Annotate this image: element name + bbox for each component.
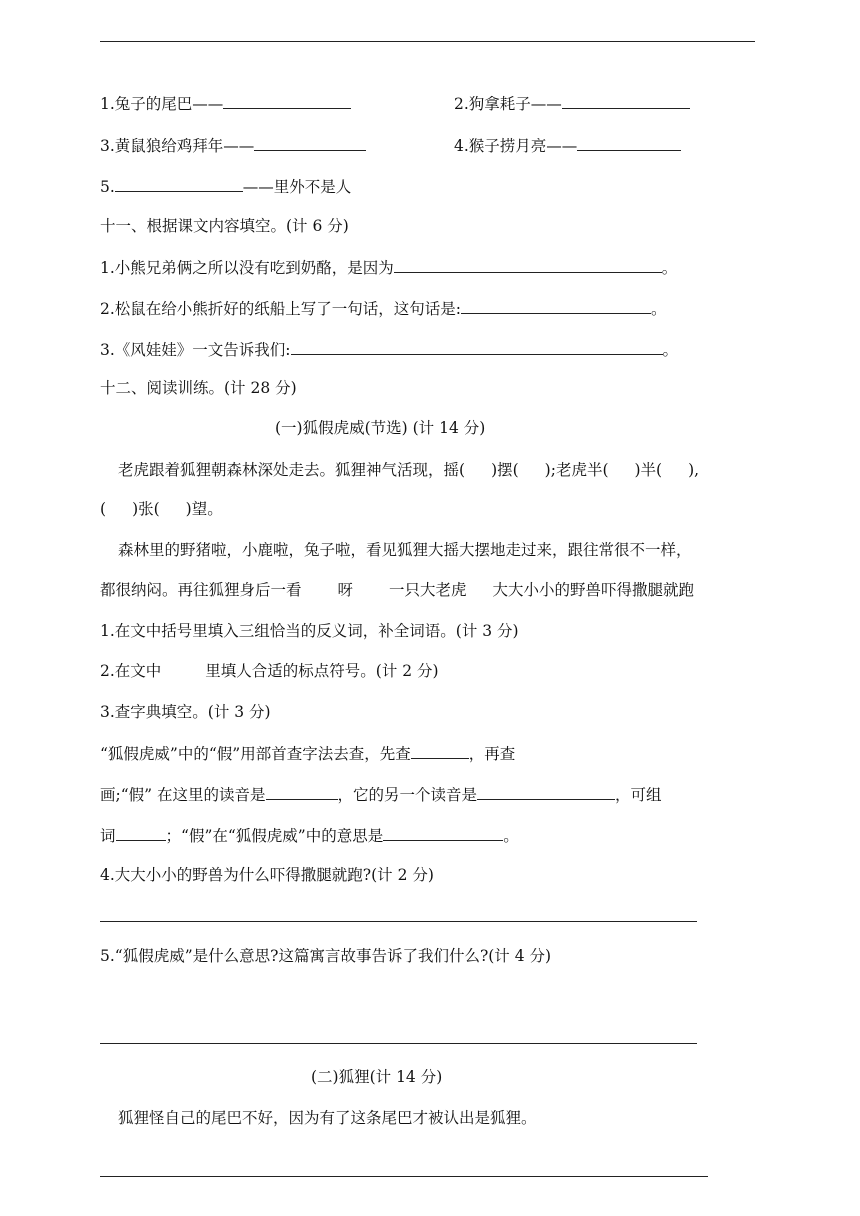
q3-text: ，它的另一个读音是 (337, 786, 478, 804)
top-rule (100, 41, 755, 42)
answer-blank[interactable] (223, 92, 351, 109)
passage-text: 一只大老虎 (389, 581, 467, 599)
passage-text: );老虎半( (544, 461, 609, 479)
passage-3-line-1: 狐狸怪自己的尾巴不好，因为有了这条尾巴才被认出是狐狸。 (118, 1109, 537, 1127)
section-11-q2 (100, 297, 667, 320)
q2-text: 里填人合适的标点符号。(计 2 分) (205, 662, 439, 680)
q2-text: 2.在文中 (100, 662, 162, 680)
passage-1-line-2 (100, 498, 223, 520)
idiom-q1-text: 1.兔子的尾巴—— (100, 95, 224, 113)
reading-q1: 1.在文中括号里填入三组恰当的反义词，补全词语。(计 3 分) (100, 622, 519, 640)
idiom-q2-text: 2.狗拿耗子—— (454, 95, 562, 113)
reading-q4: 4.大大小小的野兽为什么吓得撒腿就跑?(计 2 分) (100, 866, 434, 884)
section-12-title: 十二、阅读训练。(计 28 分) (100, 379, 297, 397)
answer-blank[interactable] (394, 256, 662, 273)
passage-text: ), (688, 461, 700, 479)
reading-q5: 5.“狐假虎威”是什么意思?这篇寓言故事告诉了我们什么?(计 4 分) (100, 947, 552, 965)
passage-text: 都很纳闷。再往狐狸身后一看 (100, 581, 302, 599)
q3-text: 。 (503, 827, 519, 845)
passage-text: )望。 (185, 500, 223, 518)
passage-text: )半( (634, 461, 663, 479)
answer-blank[interactable] (266, 783, 338, 800)
idiom-q5 (100, 175, 351, 198)
q3-text: ，可组 (615, 786, 662, 804)
reading-q3-line-3 (100, 824, 519, 847)
q3-text: 3.《风娃娃》一文告诉我们: (100, 341, 291, 359)
reading-q2 (100, 660, 439, 682)
idiom-q2 (454, 92, 690, 115)
q3-text: 词 (100, 827, 116, 845)
answer-blank[interactable] (116, 824, 166, 841)
passage-text: 老虎跟着狐狸朝森林深处走去。狐狸神气活现，摇( (118, 461, 466, 479)
answer-blank[interactable] (383, 824, 503, 841)
q3-text: ；“假”在“狐假虎威”中的意思是 (165, 827, 384, 845)
section-11-title: 十一、根据课文内容填空。(计 6 分) (100, 217, 349, 235)
idiom-q4-text: 4.猴子捞月亮—— (454, 137, 578, 155)
passage-text: ( (100, 500, 107, 518)
answer-blank[interactable] (254, 134, 366, 151)
idiom-q1 (100, 92, 351, 115)
section-11-q3 (100, 338, 678, 361)
passage-2-line-2 (100, 579, 694, 601)
passage-2-line-1: 森林里的野猪啦，小鹿啦，兔子啦，看见狐狸大摇大摆地走过来，跟往常很不一样， (118, 541, 692, 559)
period: 。 (651, 300, 667, 318)
idiom-q3-text: 3.黄鼠狼给鸡拜年—— (100, 137, 255, 155)
answer-blank[interactable] (291, 338, 663, 355)
idiom-q5-number: 5. (100, 178, 115, 196)
q3-text: 画;“假” 在这里的读音是 (100, 786, 266, 804)
period: 。 (662, 341, 679, 359)
answer-blank[interactable] (562, 92, 690, 109)
section-11-q1 (100, 256, 677, 279)
reading-q3: 3.查字典填空。(计 3 分) (100, 703, 271, 721)
q2-text: 2.松鼠在给小熊折好的纸船上写了一句话，这句话是: (100, 300, 462, 318)
answer-blank[interactable] (115, 175, 243, 192)
q3-text: ，再查 (468, 745, 516, 763)
answer-line[interactable] (100, 921, 697, 922)
idiom-q4 (454, 134, 681, 157)
answer-line[interactable] (100, 1043, 697, 1044)
q3-text: “狐假虎威”中的“假”用部首查字法去查，先查 (100, 745, 411, 763)
q1-text: 1.小熊兄弟俩之所以没有吃到奶酪，是因为 (100, 259, 394, 277)
passage-text: )摆( (491, 461, 519, 479)
idiom-q3 (100, 134, 366, 157)
answer-blank[interactable] (461, 297, 651, 314)
bottom-rule (100, 1176, 708, 1177)
idiom-q5-text: ——里外不是人 (242, 178, 352, 196)
passage-1-line-1 (118, 459, 699, 481)
passage-text: )张( (132, 500, 160, 518)
passage-text: 呀 (337, 581, 354, 599)
passage-2-title: (二)狐狸(计 14 分) (311, 1068, 443, 1086)
reading-q3-line-2 (100, 783, 662, 806)
passage-1-title: (一)狐假虎威(节选) (计 14 分) (275, 419, 486, 437)
period: 。 (661, 259, 678, 277)
answer-blank[interactable] (477, 783, 615, 800)
reading-q3-line-1 (100, 742, 515, 765)
answer-blank[interactable] (577, 134, 681, 151)
passage-text: 大大小小的野兽吓得撒腿就跑 (492, 581, 695, 599)
answer-blank[interactable] (411, 742, 469, 759)
